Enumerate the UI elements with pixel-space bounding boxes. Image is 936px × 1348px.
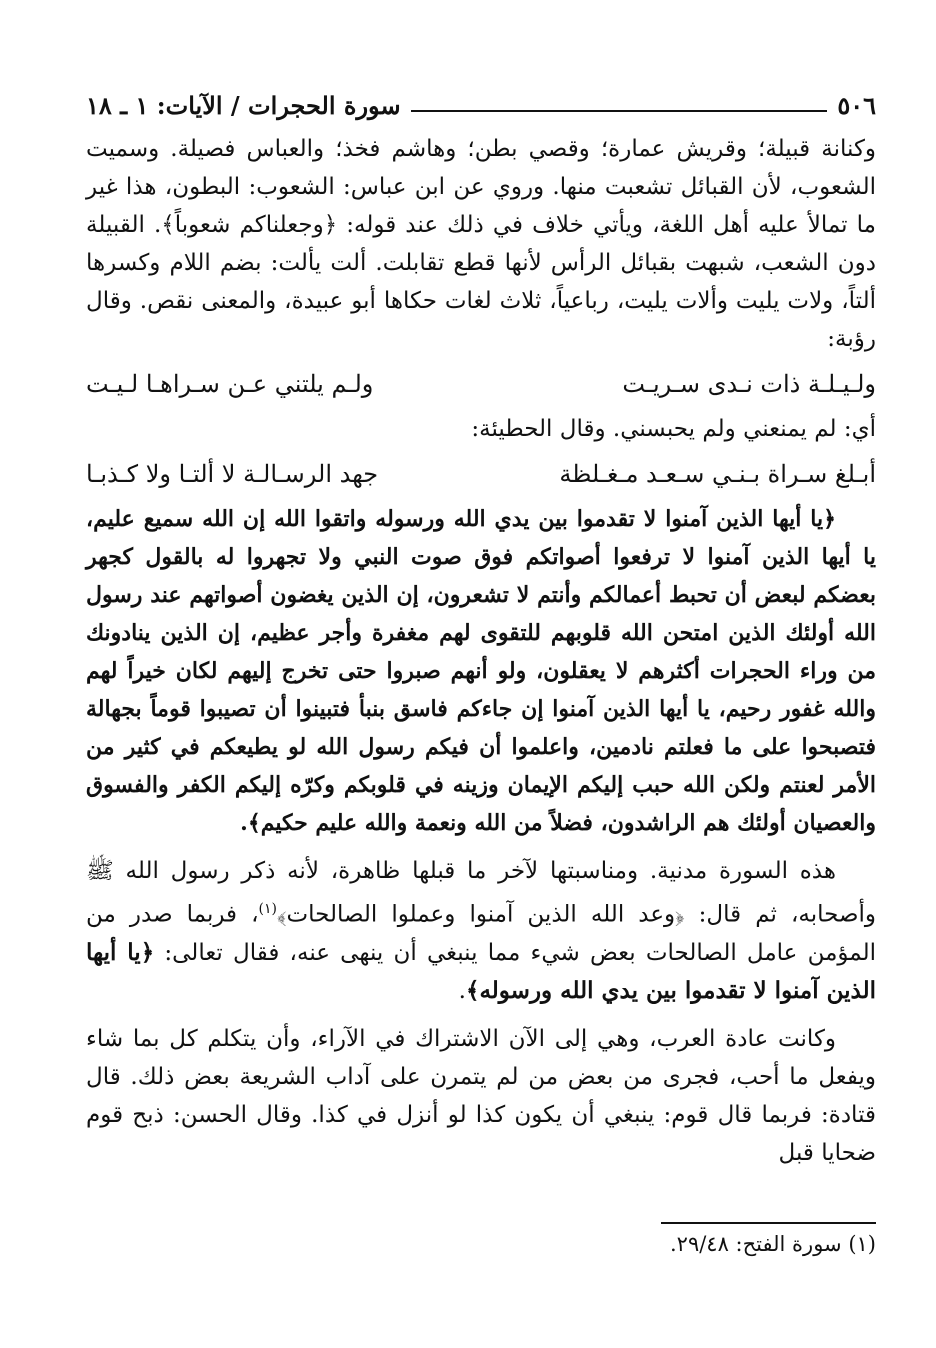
paragraph-3-quran: ﴿يا أيها الذين آمنوا لا تقدموا بين يدي الله ورسوله﴾ xyxy=(86,938,876,1004)
verse-2-first-hemistich: أبـلغ سـراة بـنـي سـعـد مـغـلظة xyxy=(559,460,876,488)
verse-2-second-hemistich: جهد الرسـالـة لا ألتـا ولا كـذبـا xyxy=(86,460,379,488)
paragraph-3 xyxy=(86,852,876,1010)
quran-passage: ﴿يا أيها الذين آمنوا لا تقدموا بين يدي الله ورسوله واتقوا الله إن الله سميع عليم، يا أيها الذين آمنوا لا ترفعوا أصواتكم فوق صوت النبي ولا تجهروا له بالقول كجهر بعضكم لبعض أن تحبط أعمالكم وأنتم لا تشعرون، إن الذين يغضون أصواتهم عند رسول الله أولئك الذين امتحن الله قلوبهم للتقوى لهم مغفرة وأجر عظيم، إن الذين ينادونك من وراء الحجرات أكثرهم لا يعقلون، ولو أنهم صبروا حتى تخرج إليهم لكان خيراً لهم والله غفور رحيم، يا أيها الذين آمنوا إن جاءكم فاسق بنبأ فتبينوا أن تصيبوا قوماً بجهالة فتصبحوا على ما فعلتم نادمين، واعلموا أن فيكم رسول الله لو يطيعكم في كثير من الأمر لعنتم ولكن الله حبب إليكم الإيمان وزينه في قلوبكم وكرّه إليكم الكفر والفسوق والعصيان أولئك هم الراشدون، فضلاً من الله ونعمة والله عليم حكيم﴾. xyxy=(86,506,876,836)
paragraph-3-end: . xyxy=(458,977,466,1004)
paragraph-1: وكنانة قبيلة؛ وقريش عمارة؛ وقصي بطن؛ وهاشم فخذ؛ والعباس فصيلة. وسميت الشعوب، لأن القبائل تشعبت منها. وروي عن ابن عباس: الشعوب: البطون، هذا غير ما تمالأ عليه أهل اللغة، ويأتي خلاف في ذلك عند قوله: ﴿وجعلناكم شعوباً﴾. القبيلة دون الشعب، شبهت بقبائل الرأس لأنها قطع تقابلت. ألت يألت: بضم اللام وكسرها ألتاً، ولات يليت وألات يليت، رباعياً، ثلاث لغات حكاها أبو عبيدة، والمعنى نقص. وقال رؤبة: xyxy=(86,136,876,352)
header-rule xyxy=(411,110,828,112)
paragraph-3-text-b: ، فربما صدر من المؤمن عامل الصالحات بعض شيء مما ينبغي أن ينهى عنه، فقال تعالى: xyxy=(86,901,877,966)
poetry-verse-2 xyxy=(86,454,876,494)
paragraph-2: أي: لم يمنعني ولم يحبسني. وقال الحطيئة: xyxy=(471,416,876,442)
paragraph-4: وكانت عادة العرب، وهي إلى الآن الاشتراك في الآراء، وأن يتكلم كل بما شاء ويفعل ما أحب، فجرى من بعض من لم يتمرن على آداب الشريعة بعض ذلك. قال قتادة: فربما قال قوم: ينبغي أن يكون كذا لو أنزل في كذا. وقال الحسن: ذبح قوم ضحايا قبل xyxy=(86,1025,876,1166)
footnote-rule xyxy=(661,1222,876,1224)
verse-1-first-hemistich: ولـيـلـة ذات نـدى سـريـت xyxy=(622,370,876,398)
page-number: ٥٠٦ xyxy=(837,91,876,120)
header-title: سورة الحجرات / الآيات: ١ ـ ١٨ xyxy=(86,91,401,120)
verse-1-second-hemistich: ولـم يلتني عـن سـراهـا لـيـت xyxy=(86,370,374,398)
footnote-reference: (١) xyxy=(258,901,277,917)
paragraph-3-text-a: هذه السورة مدنية. ومناسبتها لآخر ما قبلها ظاهرة، لأنه ذكر رسول الله ﷺ وأصحابه، ثم قال: ﴿وعد الله الذين آمنوا وعملوا الصالحات﴾ xyxy=(86,858,876,928)
footnote: (١) سورة الفتح: ٢٩/٤٨. xyxy=(669,1232,876,1256)
page-body xyxy=(86,130,876,1172)
poetry-verse-1 xyxy=(86,364,876,404)
running-header xyxy=(86,84,876,120)
